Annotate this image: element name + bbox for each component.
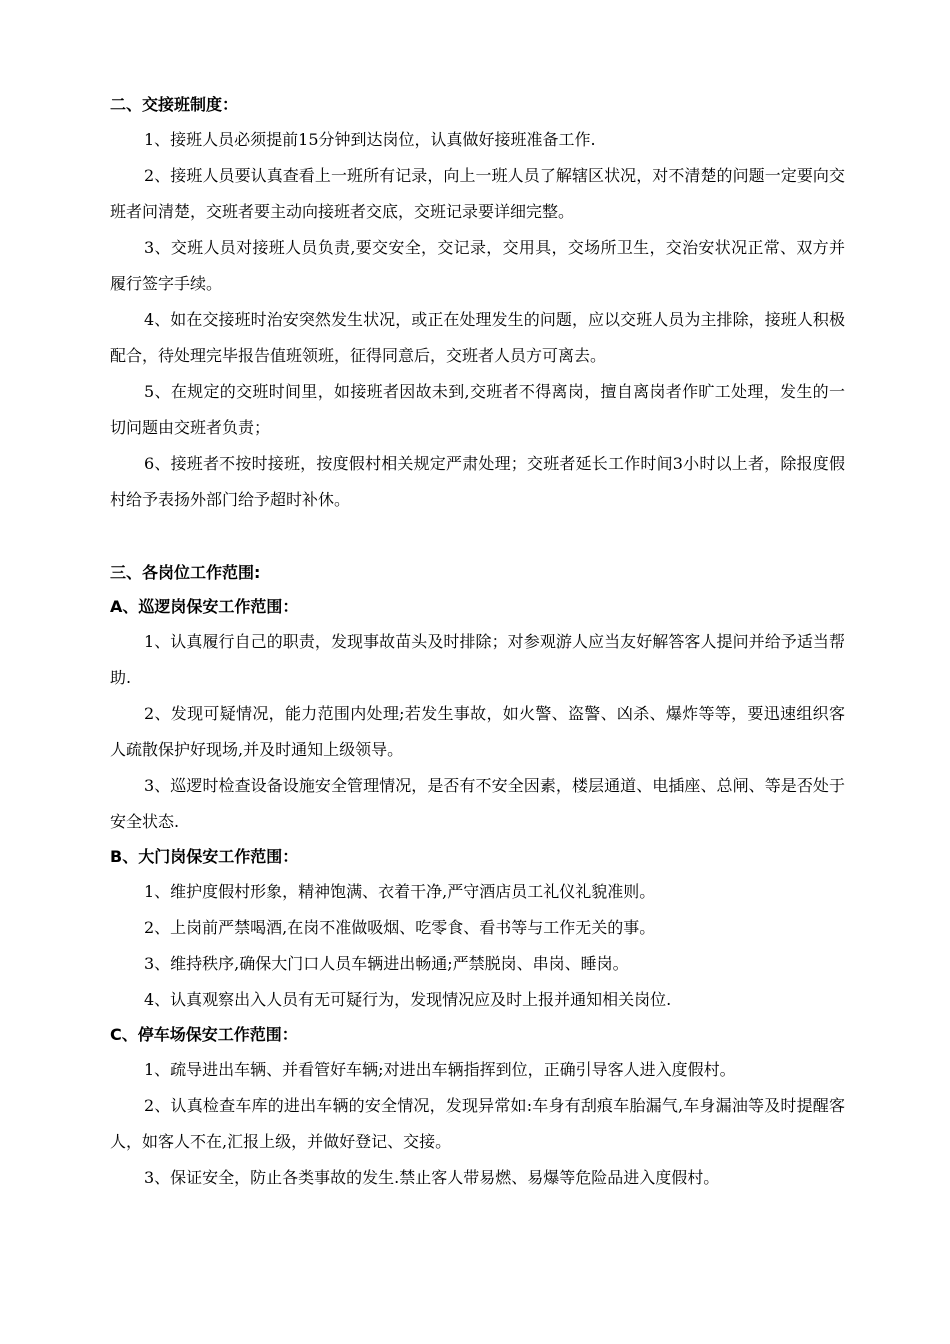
section-2-item-3: 3、交班人员对接班人员负责,要交安全，交记录，交用具，交场所卫生，交治安状况正常、双方并履行签字手续。 [110, 238, 845, 293]
section-2-item-6: 6、接班者不按时接班，按度假村相关规定严肃处理；交班者延长工作时间3小时以上者，除报度假村给予表扬外部门给予超时补休。 [110, 454, 845, 509]
section-2-item-4: 4、如在交接班时治安突然发生状况，或正在处理发生的问题，应以交班人员为主排除，接班人积极配合，待处理完毕报告值班领班，征得同意后，交班者人员方可离去。 [110, 310, 845, 365]
subsection-b-item-3: 3、维持秩序,确保大门口人员车辆进出畅通;严禁脱岗、串岗、睡岗。 [144, 954, 629, 973]
section-2-item-5: 5、在规定的交班时间里，如接班者因故未到,交班者不得离岗，擅自离岗者作旷工处理，发生的一切问题由交班者负责； [110, 382, 845, 437]
section-2-heading: 二、交接班制度： [110, 95, 239, 114]
section-2-item-2: 2、接班人员要认真查看上一班所有记录，向上一班人员了解辖区状况，对不清楚的问题一定要向交班者问清楚，交班者要主动向接班者交底，交班记录要详细完整。 [110, 166, 845, 221]
subsection-a-item-3: 3、巡逻时检查设备设施安全管理情况，是否有不安全因素，楼层通道、电插座、总闸、等是否处于安全状态. [110, 776, 845, 831]
subsection-a-heading: A、巡逻岗保安工作范围： [110, 597, 299, 616]
document-page [110, 88, 845, 1196]
subsection-b-item-2: 2、上岗前严禁喝酒,在岗不准做吸烟、吃零食、看书等与工作无关的事。 [144, 918, 656, 937]
subsection-a-item-1: 1、认真履行自己的职责，发现事故苗头及时排除；对参观游人应当友好解答客人提问并给予适当帮助. [110, 632, 845, 687]
subsection-c-item-1: 1、疏导进出车辆、并看管好车辆;对进出车辆指挥到位，正确引导客人进入度假村。 [144, 1060, 736, 1079]
section-2-item-1: 1、接班人员必须提前15分钟到达岗位，认真做好接班准备工作. [144, 130, 596, 149]
section-spacer [110, 518, 845, 556]
subsection-b-heading: B、大门岗保安工作范围： [110, 847, 299, 866]
subsection-c-item-2: 2、认真检查车库的进出车辆的安全情况，发现异常如:车身有刮痕车胎漏气,车身漏油等及时提醒客人，如客人不在,汇报上级，并做好登记、交接。 [110, 1096, 845, 1151]
subsection-b-item-1: 1、维护度假村形象，精神饱满、衣着干净,严守酒店员工礼仪礼貌准则。 [144, 882, 656, 901]
subsection-a-item-2: 2、发现可疑情况，能力范围内处理;若发生事故，如火警、盗警、凶杀、爆炸等等，要迅速组织客人疏散保护好现场,并及时通知上级领导。 [110, 704, 845, 759]
subsection-c-item-3: 3、保证安全，防止各类事故的发生.禁止客人带易燃、易爆等危险品进入度假村。 [144, 1168, 720, 1187]
section-3-heading: 三、各岗位工作范围: [110, 563, 261, 582]
subsection-b-item-4: 4、认真观察出入人员有无可疑行为，发现情况应及时上报并通知相关岗位. [144, 990, 672, 1009]
subsection-c-heading: C、停车场保安工作范围： [110, 1025, 298, 1044]
